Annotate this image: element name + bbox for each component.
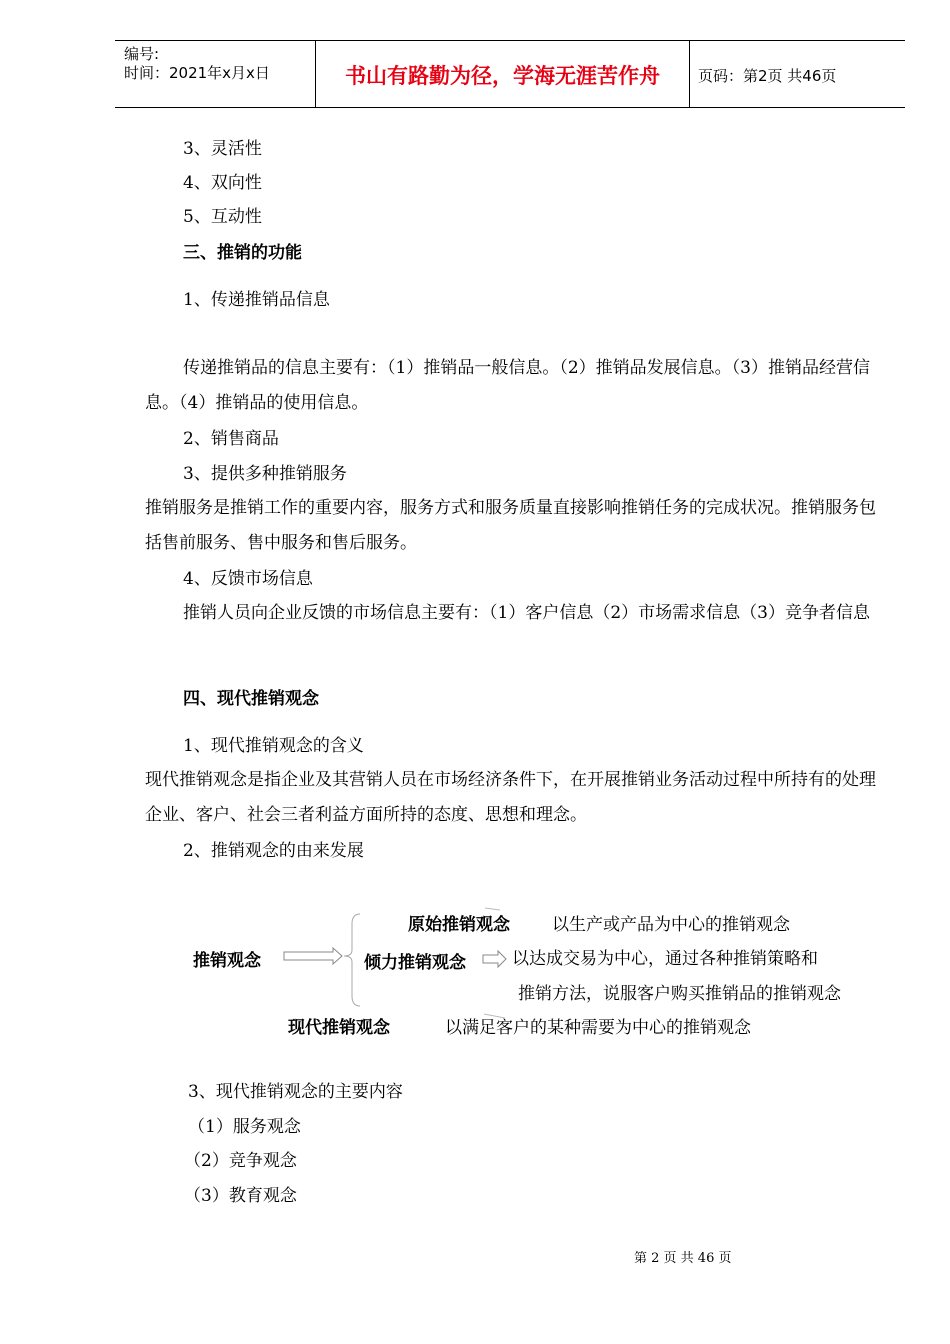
content-item-1: （1）服务观念	[188, 1117, 301, 1137]
function-3-title: 3、提供多种推销服务	[183, 464, 347, 484]
function-1-text: 传递推销品的信息主要有：（1）推销品一般信息。（2）推销品发展信息。（3）推销品经营信息。（4）推销品的使用信息。	[145, 358, 870, 413]
item-3: 3、灵活性	[183, 139, 262, 159]
function-4-text: 推销人员向企业反馈的市场信息主要有：（1）客户信息（2）市场需求信息（3）竞争者信息	[183, 603, 870, 623]
branch-brace	[344, 914, 360, 1006]
content-item-2: （2）竞争观念	[184, 1151, 297, 1171]
diagram-node-3: 现代推销观念	[288, 1018, 390, 1038]
section-3-title: 三、推销的功能	[183, 243, 302, 263]
diagram-root: 推销观念	[193, 951, 261, 971]
diagram-node-2-desc-2: 推销方法，说服客户购买推销品的推销观念	[518, 984, 841, 1004]
node2-arrow	[483, 951, 506, 967]
function-2-title: 2、销售商品	[183, 429, 279, 449]
diagram-node-3-desc: 以满足客户的某种需要为中心的推销观念	[445, 1018, 751, 1038]
item-4: 4、双向性	[183, 173, 262, 193]
time-label: 时间：2021年x月x日	[124, 64, 270, 82]
page-label: 页码：第2页 共46页	[698, 67, 837, 85]
function-3-text: 推销服务是推销工作的重要内容，服务方式和服务质量直接影响推销任务的完成状况。推销服务包括售前服务、售中服务和售后服务。	[145, 498, 876, 553]
concept-1-title: 1、现代推销观念的含义	[183, 736, 364, 756]
function-1-title: 1、传递推销品信息	[183, 290, 330, 310]
serial-label: 编号:	[124, 45, 160, 63]
diagram-node-1-desc: 以生产或产品为中心的推销观念	[552, 915, 790, 935]
function-4-title: 4、反馈市场信息	[183, 569, 313, 589]
content-item-3: （3）教育观念	[184, 1186, 297, 1206]
concept-2-title: 2、推销观念的由来发展	[183, 841, 364, 861]
concept-1-text: 现代推销观念是指企业及其营销人员在市场经济条件下，在开展推销业务活动过程中所持有的处理企业、客户、社会三者利益方面所持的态度、思想和理念。	[145, 770, 876, 825]
diagram-node-1: 原始推销观念	[408, 915, 510, 935]
item-5: 5、互动性	[183, 207, 262, 227]
section-4-title: 四、现代推销观念	[183, 689, 319, 709]
diagram-node-2-desc-1: 以达成交易为中心，通过各种推销策略和	[512, 949, 818, 969]
diagram-node-2: 倾力推销观念	[364, 953, 466, 973]
page-footer: 第 2 页 共 46 页	[634, 1251, 732, 1266]
root-arrow	[284, 948, 342, 964]
header-motto: 书山有路勤为径，学海无涯苦作舟	[345, 64, 660, 88]
concept-3-title: 3、现代推销观念的主要内容	[188, 1082, 403, 1102]
